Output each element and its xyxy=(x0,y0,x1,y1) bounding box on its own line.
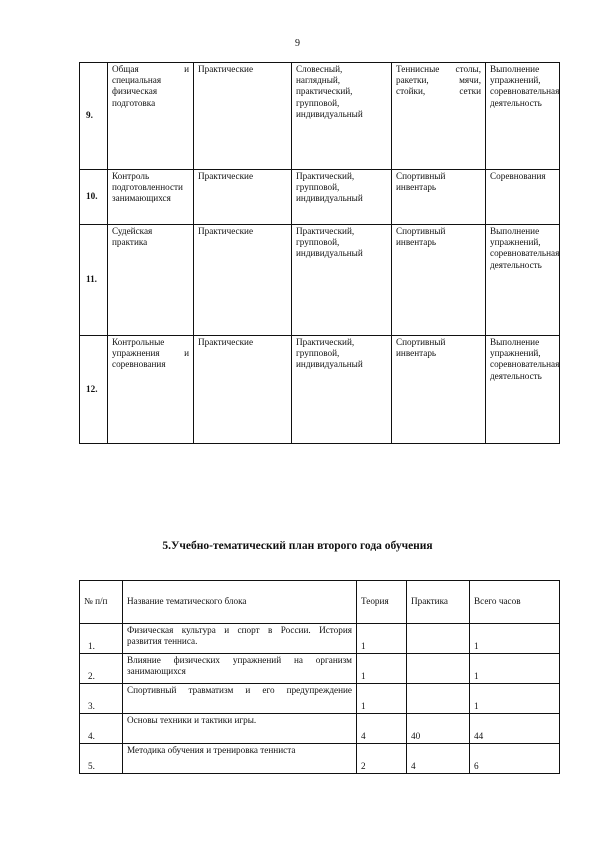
block-name: Влияние физических упражнений на организм занимающихся xyxy=(123,654,357,684)
practice-hours: 4 xyxy=(407,744,470,774)
row-number: 11. xyxy=(80,225,108,336)
teaching-methods: Практический, групповой, индивидуальный xyxy=(292,336,392,444)
topic-name: Судейская практика xyxy=(108,225,194,336)
header-block-name: Название тематического блока xyxy=(123,581,357,624)
topic-name: Контрольные упражнения и соревнования xyxy=(108,336,194,444)
section-title: 5.Учебно-тематический план второго года обучения xyxy=(162,540,433,552)
control-form: Выполнение упражнений, соревновательная деятельность xyxy=(486,63,560,170)
practice-hours xyxy=(407,654,470,684)
block-name: Спортивный травматизм и его предупреждение xyxy=(123,684,357,714)
practice-hours xyxy=(407,684,470,714)
total-hours: 1 xyxy=(470,624,560,654)
row-number: 9. xyxy=(80,63,108,170)
header-total-hours: Всего часов xyxy=(470,581,560,624)
block-name: Основы техники и тактики игры. xyxy=(123,714,357,744)
table-row xyxy=(80,63,560,170)
methods-table xyxy=(79,62,560,444)
row-number: 5. xyxy=(80,744,123,774)
control-form: Выполнение упражнений, соревновательная деятельность xyxy=(486,225,560,336)
header-number: № п/п xyxy=(80,581,123,624)
teaching-methods: Словесный, наглядный, практический, групповой, индивидуальный xyxy=(292,63,392,170)
total-hours: 6 xyxy=(470,744,560,774)
equipment: Спортивный инвентарь xyxy=(392,170,486,225)
header-practice: Практика xyxy=(407,581,470,624)
table-row xyxy=(80,624,560,654)
theory-hours: 2 xyxy=(357,744,407,774)
topic-name: Контроль подготовленности занимающихся xyxy=(108,170,194,225)
lesson-form: Практические xyxy=(194,225,292,336)
row-number: 12. xyxy=(80,336,108,444)
theory-hours: 1 xyxy=(357,684,407,714)
teaching-methods: Практический, групповой, индивидуальный xyxy=(292,225,392,336)
table-row xyxy=(80,336,560,444)
table-header-row xyxy=(80,581,560,624)
equipment: Теннисные столы, ракетки, мячи, стойки, сетки xyxy=(392,63,486,170)
table-row xyxy=(80,744,560,774)
table-row xyxy=(80,225,560,336)
table-row xyxy=(80,170,560,225)
row-number: 1. xyxy=(80,624,123,654)
practice-hours: 40 xyxy=(407,714,470,744)
teaching-methods: Практический, групповой, индивидуальный xyxy=(292,170,392,225)
practice-hours xyxy=(407,624,470,654)
lesson-form: Практические xyxy=(194,336,292,444)
theory-hours: 1 xyxy=(357,624,407,654)
row-number: 2. xyxy=(80,654,123,684)
header-theory: Теория xyxy=(357,581,407,624)
total-hours: 1 xyxy=(470,654,560,684)
total-hours: 1 xyxy=(470,684,560,714)
page-number: 9 xyxy=(295,38,300,49)
equipment: Спортивный инвентарь xyxy=(392,336,486,444)
lesson-form: Практические xyxy=(194,63,292,170)
control-form: Выполнение упражнений, соревновательная деятельность xyxy=(486,336,560,444)
row-number: 10. xyxy=(80,170,108,225)
equipment: Спортивный инвентарь xyxy=(392,225,486,336)
topic-name: Общая и специальная физическая подготовка xyxy=(108,63,194,170)
block-name: Методика обучения и тренировка тенниста xyxy=(123,744,357,774)
table-row xyxy=(80,654,560,684)
table-row xyxy=(80,684,560,714)
lesson-form: Практические xyxy=(194,170,292,225)
theory-hours: 1 xyxy=(357,654,407,684)
control-form: Соревнования xyxy=(486,170,560,225)
theory-hours: 4 xyxy=(357,714,407,744)
block-name: Физическая культура и спорт в России. История развития тенниса. xyxy=(123,624,357,654)
row-number: 4. xyxy=(80,714,123,744)
row-number: 3. xyxy=(80,684,123,714)
study-plan-table xyxy=(79,580,560,774)
table-row xyxy=(80,714,560,744)
total-hours: 44 xyxy=(470,714,560,744)
